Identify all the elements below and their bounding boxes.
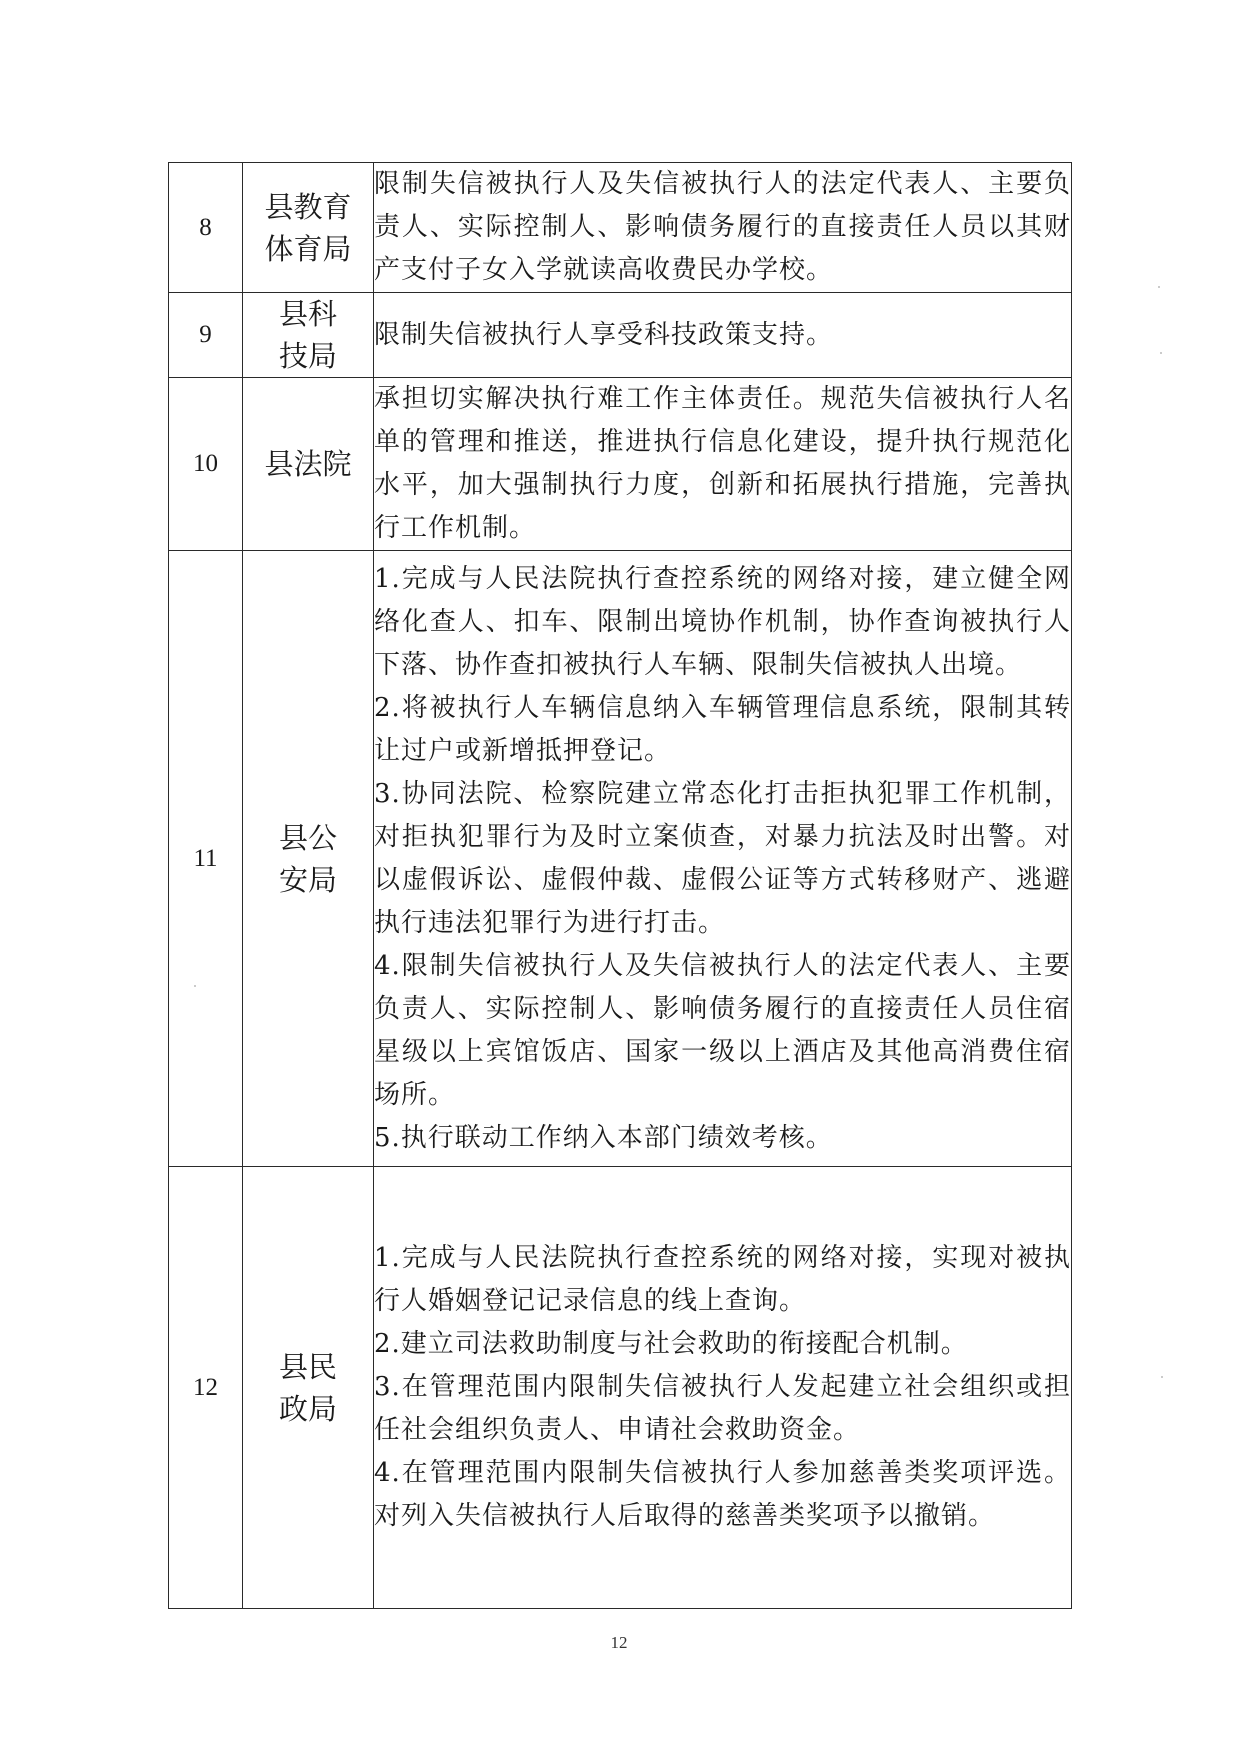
department-cell bbox=[243, 1167, 374, 1609]
department-name-line: 技局 bbox=[278, 339, 337, 373]
duty-cell bbox=[374, 1167, 1072, 1609]
row-number: 10 bbox=[169, 378, 243, 551]
department-name-line: 政局 bbox=[278, 1391, 337, 1426]
duty-item-4: 4.限制失信被执行人及失信被执行人的法定代表人、主要负责人、实际控制人、影响债务履行的直接责任人员住宿星级以上宾馆饭店、国家一级以上酒店及其他高消费住宿场所。 bbox=[374, 950, 1071, 1110]
table-row bbox=[169, 293, 1072, 378]
duty-cell bbox=[374, 378, 1072, 551]
duty-item-1: 1.完成与人民法院执行查控系统的网络对接，实现对被执行人婚姻登记记录信息的线上查询。 bbox=[374, 1243, 1071, 1316]
duty-item-3: 3.在管理范围内限制失信被执行人发起建立社会组织或担任社会组织负责人、申请社会救助资金。 bbox=[374, 1372, 1071, 1445]
duty-item-1: 1.完成与人民法院执行查控系统的网络对接，建立健全网络化查人、扣车、限制出境协作机制，协作查询被执行人下落、协作查扣被执行人车辆、限制失信被执人出境。 bbox=[374, 563, 1071, 680]
department-cell bbox=[243, 378, 374, 551]
department-cell bbox=[243, 551, 374, 1167]
scan-speck bbox=[1161, 1376, 1163, 1378]
duty-table bbox=[168, 162, 1072, 1609]
duty-cell bbox=[374, 163, 1072, 293]
duty-text: 限制失信被执行人及失信被执行人的法定代表人、主要负责人、实际控制人、影响债务履行的直接责任人员以其财产支付子女入学就读高收费民办学校。 bbox=[374, 169, 1071, 285]
duty-item-3: 3.协同法院、检察院建立常态化打击拒执犯罪工作机制，对拒执犯罪行为及时立案侦查，对暴力抗法及时出警。对以虚假诉讼、虚假仲裁、虚假公证等方式转移财产、逃避执行违法犯罪行为进行打击。 bbox=[374, 778, 1071, 938]
duty-cell bbox=[374, 293, 1072, 378]
duty-item-5: 5.执行联动工作纳入本部门绩效考核。 bbox=[374, 1122, 833, 1153]
row-number: 9 bbox=[169, 293, 243, 378]
row-number: 12 bbox=[169, 1167, 243, 1609]
department-name-line: 体育局 bbox=[264, 231, 352, 266]
table-row bbox=[169, 378, 1072, 551]
row-number: 8 bbox=[169, 163, 243, 293]
department-name-line: 县公 bbox=[278, 820, 337, 855]
duty-item-2: 2.建立司法救助制度与社会救助的衔接配合机制。 bbox=[374, 1329, 968, 1359]
duty-item-4: 4.在管理范围内限制失信被执行人参加慈善类奖项评选。对列入失信被执行人后取得的慈善类奖项予以撤销。 bbox=[374, 1458, 1071, 1531]
scan-speck bbox=[1160, 352, 1162, 354]
duty-cell bbox=[374, 551, 1072, 1167]
scan-speck bbox=[1158, 286, 1160, 288]
department-cell bbox=[243, 293, 374, 378]
page-number: 12 bbox=[610, 1633, 628, 1652]
table-row bbox=[169, 1167, 1072, 1609]
row-number: 11 bbox=[169, 551, 243, 1167]
department-name-line: 县科 bbox=[278, 297, 337, 331]
table-row bbox=[169, 551, 1072, 1167]
department-name-line: 县教育 bbox=[264, 189, 352, 224]
table-row bbox=[169, 163, 1072, 293]
department-name-line: 县民 bbox=[278, 1349, 337, 1384]
duty-text: 承担切实解决执行难工作主体责任。规范失信被执行人名单的管理和推送，推进执行信息化建设，提升执行规范化水平，加大强制执行力度，创新和拓展执行措施，完善执行工作机制。 bbox=[374, 384, 1071, 543]
department-name-line: 安局 bbox=[278, 862, 337, 897]
duty-item-2: 2.将被执行人车辆信息纳入车辆管理信息系统，限制其转让过户或新增抵押登记。 bbox=[374, 692, 1071, 766]
department-cell bbox=[243, 163, 374, 293]
department-name-line: 县法院 bbox=[264, 447, 352, 481]
duty-text: 限制失信被执行人享受科技政策支持。 bbox=[374, 319, 834, 350]
scan-speck bbox=[194, 985, 196, 987]
